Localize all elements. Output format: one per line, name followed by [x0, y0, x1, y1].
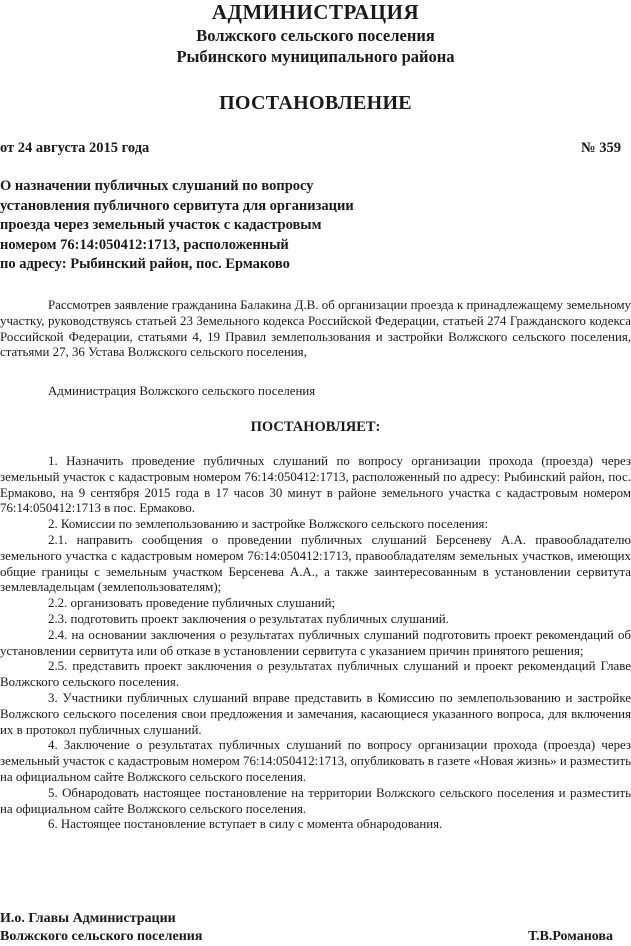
- resolution-item: 2.5. представить проект заключения о результатах публичных слушаний и проект рекомендаций Главе Волжского сельского поселения.: [0, 659, 631, 690]
- resolution-item: 1. Назначить проведение публичных слушаний по вопросу организации прохода (проезда) через земельный участок с кадастровым номером 76:14:050412:1713, расположенный по адресу: Рыбинский район, пос. Ермаково, на 9 сентября 2015 года в 17 часов 30 минут в районе земельного участка с кадастровым номером 76:14:050412:1713 в пос. Ермаково.: [0, 454, 631, 516]
- resolution-item: 6. Настоящее постановление вступает в силу с момента обнародования.: [48, 817, 443, 832]
- subject-line: проезда через земельный участок с кадастровым: [0, 217, 322, 234]
- signatory-organization: Волжского сельского поселения: [0, 929, 203, 944]
- document-number: № 359: [581, 140, 621, 156]
- subject-line: номером 76:14:050412:1713, расположенный: [0, 236, 289, 253]
- document-subject: [0, 177, 460, 275]
- resolution-item: 2. Комиссии по землепользованию и застройке Волжского сельского поселения:: [48, 517, 489, 532]
- resolution-items: [0, 454, 631, 833]
- district-name: Рыбинского муниципального района: [176, 47, 455, 66]
- resolution-item: 2.1. направить сообщения о проведении публичных слушаний Берсеневу А.А. правообладателю земельного участка с кадастровым номером 76:14:050412:1713, правообладателям земельных участков, имеющих общие границы с земельным участком Берсенева А.А., а также заинтересованным в установлении сервитута землевладельцам (землепользователям);: [0, 532, 631, 595]
- signatory-position: И.о. Главы Администрации: [0, 911, 176, 926]
- signatory-name: Т.В.Романова: [528, 929, 613, 944]
- document-type-title: ПОСТАНОВЛЕНИЕ: [219, 92, 412, 114]
- resolution-item: 4. Заключение о результатах публичных слушаний по вопросу организации прохода (проезда) через земельный участок с кадастровым номером 76:14:050412:1713, опубликовать в газете «Новая жизнь» и разместить на официальном сайте Волжского сельского поселения.: [0, 738, 631, 784]
- subject-line: установления публичного сервитута для организации: [0, 197, 354, 214]
- organization-title: АДМИНИСТРАЦИЯ: [211, 0, 420, 24]
- settlement-name: Волжского сельского поселения: [196, 26, 435, 45]
- preamble-text: Рассмотрев заявление гражданина Балакина Д.В. об организации проезда к принадлежащему земельному участку, руководствуясь статьей 23 Земельного кодекса Российской Федерации, статьей 274 Гражданского кодекса Российской Федерации, статьями 4, 19 Правил землепользования и застройки Волжского сельского поселения, статьями 27, 36 Устава Волжского сельского поселения,: [0, 298, 631, 360]
- subject-line: по адресу: Рыбинский район, пос. Ермаково: [0, 256, 290, 273]
- resolution-item: 2.4. на основании заключения о результатах публичных слушаний подготовить проект рекомендаций об установлении сервитута или об отказе в установлении сервитута с указанием причин принятого решения;: [0, 627, 631, 658]
- subject-line: О назначении публичных слушаний по вопросу: [0, 178, 314, 194]
- resolves-heading: ПОСТАНОВЛЯЕТ:: [250, 419, 381, 435]
- preamble: [0, 298, 631, 361]
- resolution-item: 2.3. подготовить проект заключения о результатах публичных слушаний.: [48, 611, 449, 626]
- resolution-item: 5. Обнародовать настоящее постановление на территории Волжского сельского поселения и разместить на официальном сайте Волжского сельского поселения.: [0, 785, 631, 816]
- resolution-item: 2.2. организовать проведение публичных слушаний;: [48, 596, 336, 611]
- resolution-item: 3. Участники публичных слушаний вправе представить в Комиссию по землепользованию и застройке Волжского сельского поселения свои предложения и замечания, касающиеся указанного вопроса, для включения их в протокол публичных слушаний.: [0, 690, 631, 737]
- preamble-actor: Администрация Волжского сельского поселения: [48, 384, 316, 398]
- document-date: от 24 августа 2015 года: [0, 140, 150, 156]
